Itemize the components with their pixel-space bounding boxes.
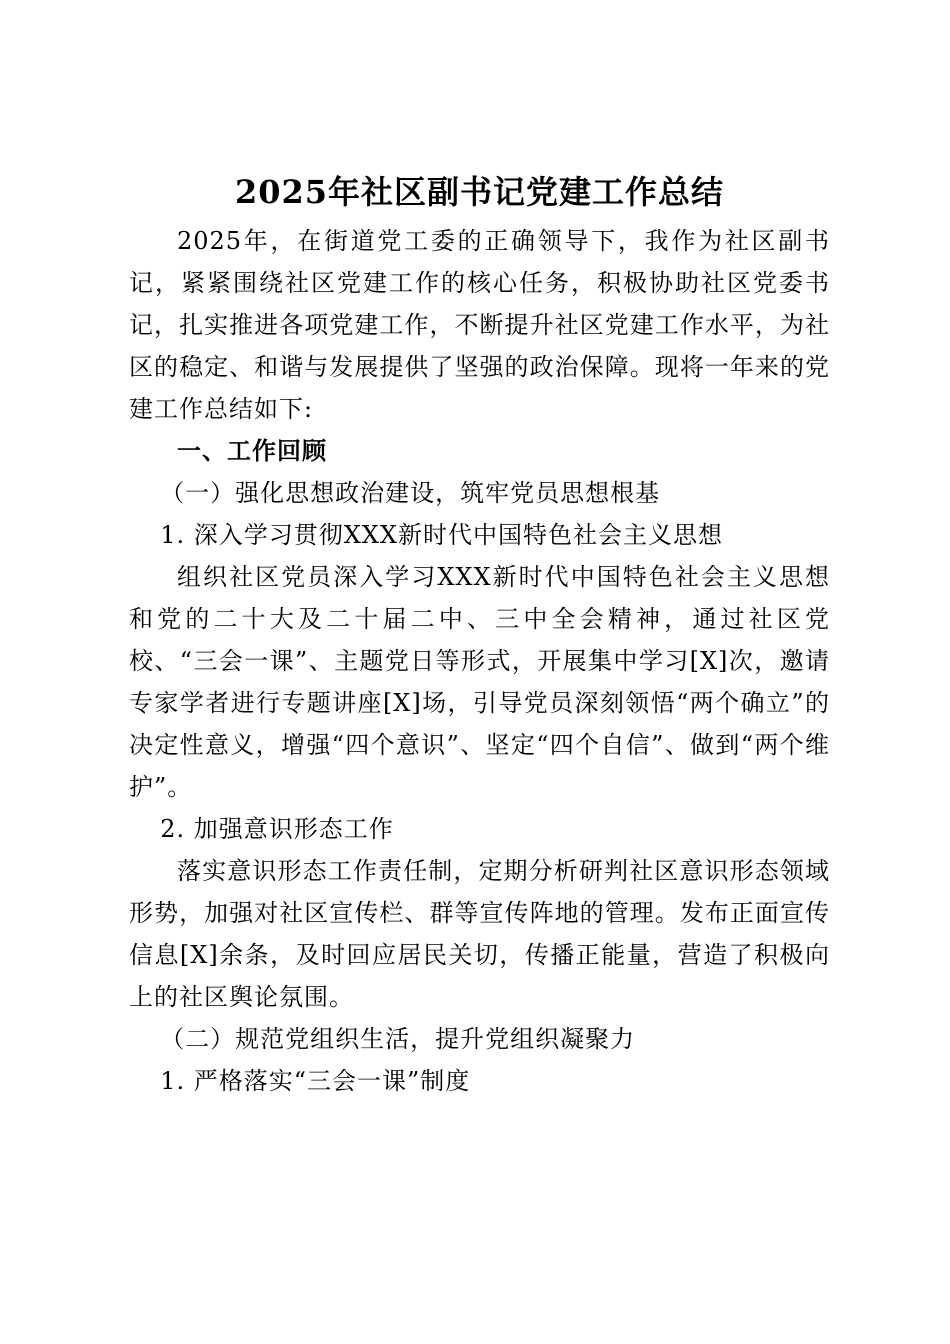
intro-paragraph: 2025年，在街道党工委的正确领导下，我作为社区副书记，紧紧围绕社区党建工作的核心任务，积极协助社区党委书记，扎实推进各项党建工作，不断提升社区党建工作水平，为社区的稳定、和谐与发展提供了坚强的政治保障。现将一年来的党建工作总结如下: — [129, 227, 830, 423]
document-title: 2025年社区副书记党建工作总结 — [234, 173, 725, 211]
item-body-ideology-work: 落实意识形态工作责任制，定期分析研判社区意识形态领域形势，加强对社区宣传栏、群等宣传阵地的管理。发布正面宣传信息[X]余条，及时回应居民关切，传播正能量，营造了积极向上的社区舆论氛围。 — [129, 857, 830, 1011]
subsection-heading-ideology: （一）强化思想政治建设，筑牢党员思想根基 — [160, 479, 661, 507]
item-body-study: 组织社区党员深入学习XXX新时代中国特色社会主义思想和党的二十大及二十届二中、三中全会精神，通过社区党校、“三会一课”、主题党日等形式，开展集中学习[X]次，邀请专家学者进行专题讲座[X]场，引导党员深刻领悟“两个确立”的决定性意义，增强“四个意识”、坚定“四个自信”、做到“两个维护”。 — [129, 563, 830, 801]
item-heading-ideology-work: 2. 加强意识形态工作 — [160, 815, 394, 843]
item-heading-study: 1. 深入学习贯彻XXX新时代中国特色社会主义思想 — [160, 521, 723, 549]
subsection-heading-party-life: （二）规范党组织生活，提升党组织凝聚力 — [160, 1025, 636, 1053]
item-heading-three-meetings: 1. 严格落实“三会一课”制度 — [160, 1067, 471, 1095]
section-heading-review: 一、工作回顾 — [177, 437, 327, 465]
